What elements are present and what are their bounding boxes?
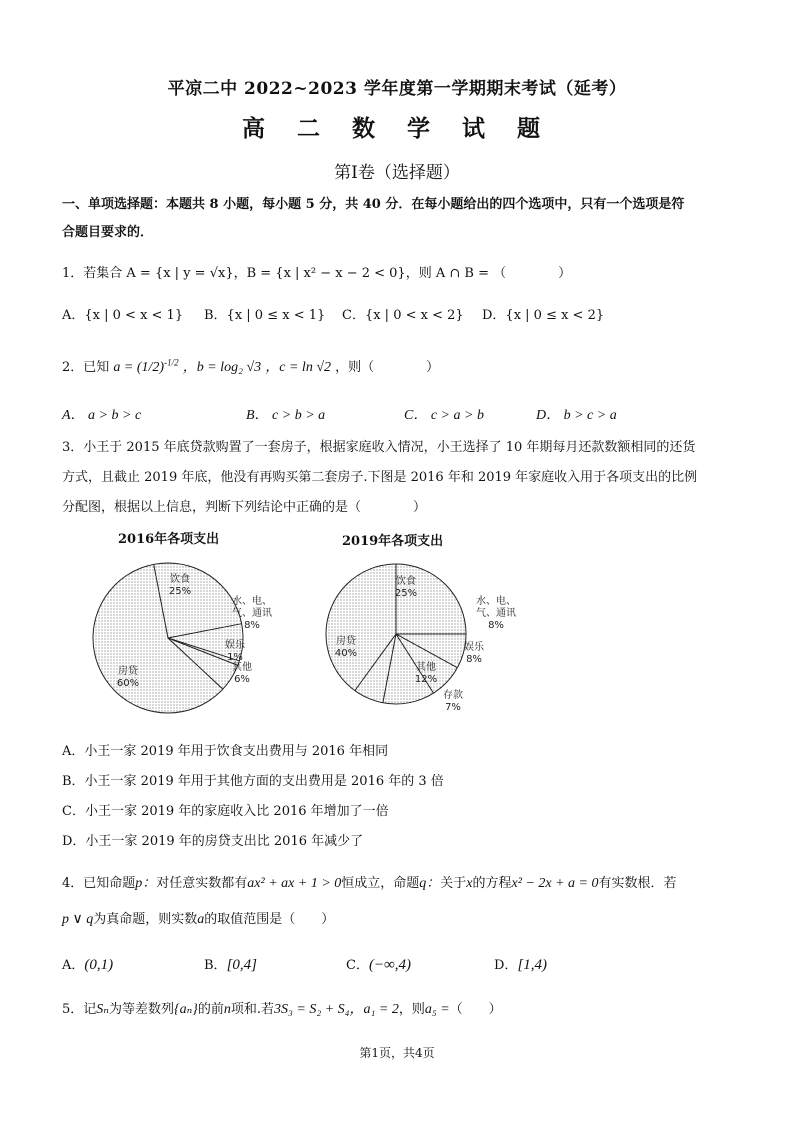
pie-label-6: 房贷 40% (334, 636, 358, 659)
pie-label-4: 其他 6% (232, 662, 252, 685)
subject-title: 高 二 数 学 试 题 (241, 115, 553, 142)
q4-part4: 关于 (440, 876, 467, 891)
q2-option-c[interactable]: C． c > a > b (404, 408, 484, 423)
pie-label-3: 娱乐 1% (225, 640, 245, 663)
q5-tail: （ ） (449, 1002, 502, 1017)
pie-label-1: 饮食 25% (168, 574, 192, 597)
chart-2019-title: 2019年各项支出 (342, 534, 444, 549)
q5-a5: a₅ = (424, 1002, 450, 1017)
q4-part3: 恒成立，命题 (341, 876, 420, 891)
q3-option-b[interactable]: B．小王一家 2019 年用于其他方面的支出费用是 2016 年的 3 倍 (62, 774, 444, 789)
q5-an: {aₙ} (173, 1002, 198, 1017)
q1-stem: 1．若集合 A = {x | y = √x}，B = {x | x² − x − 2 < 0}，则 A ∩ B = （ ） (62, 266, 572, 281)
pie-label-2: 水、电、气、通讯 8% (232, 596, 272, 631)
section-intro-line2: 合题目要求的． (62, 225, 154, 240)
q5-part4: 项和.若 (230, 1002, 275, 1017)
q4-option-d[interactable] (494, 954, 547, 974)
q1-option-d[interactable]: D．{x | 0 ≤ x < 2} (482, 308, 605, 323)
q5-part1: 5．记 (62, 1002, 97, 1017)
q5-cond: 3S₃ = S₂ + S₄，a₁ = 2 (274, 1002, 399, 1017)
q4-option-b-value: [0,4] (226, 957, 257, 973)
section-intro (62, 191, 738, 247)
q5-part2: 为等差数列 (108, 1002, 174, 1017)
q4-part5: 的方程 (472, 876, 512, 891)
q1-option-c[interactable]: C．{x | 0 < x < 2} (342, 308, 464, 323)
q2-a-exp: -1/2 (164, 357, 179, 368)
page-footer: 第1页，共4页 (359, 1046, 435, 1060)
q5-sn: Sₙ (96, 1002, 109, 1017)
q2-prefix: 2．已知 (62, 360, 110, 375)
q4-option-a[interactable] (62, 954, 113, 974)
q4-option-c-label: C． (346, 958, 369, 973)
q4-part1: 4．已知命题 (62, 876, 136, 891)
q5-stem (62, 998, 502, 1018)
q2-stem (62, 356, 439, 376)
q4-option-c[interactable] (346, 954, 411, 974)
q4-line2-text: 为真命题，则实数 (93, 912, 198, 927)
pie-label-1: 饮食 25% (394, 576, 418, 599)
q3-stem-line3: 分配图，根据以上信息，判断下列结论中正确的是（ ） (62, 500, 427, 515)
q3-option-a[interactable]: A．小王一家 2019 年用于饮食支出费用与 2016 年相同 (62, 744, 389, 759)
pie-label-2: 水、电、气、通讯 8% (476, 596, 516, 631)
q2-a-expr: a = (1/2) (113, 360, 165, 375)
exam-title: 平凉二中 2022~2023 学年度第一学期期末考试（延考） (167, 79, 627, 99)
q2-option-b[interactable]: B． c > b > a (246, 408, 326, 423)
q2-c-expr: ，c = ln √2 (265, 360, 331, 375)
q4-part2: 对任意实数都有 (156, 876, 248, 891)
q5-part3: 的前 (197, 1002, 224, 1017)
pie-chart-2019 (310, 548, 516, 728)
q4-line2-tail: 的取值范围是（ ） (204, 912, 335, 927)
q5-n: n (223, 1002, 231, 1017)
q2-option-d[interactable]: D． b > c > a (536, 408, 617, 423)
q3-option-c[interactable]: C．小王一家 2019 年的家庭收入比 2016 年增加了一倍 (62, 804, 389, 819)
q4-pvq: p ∨ q (62, 912, 94, 927)
q4-option-b[interactable] (204, 954, 257, 974)
section-intro-line1: 一、单项选择题：本题共 8 小题，每小题 5 分，共 40 分．在每小题给出的四个选项中，只有一个选项是符 (62, 197, 685, 212)
q1-option-a[interactable]: A．{x | 0 < x < 1} (62, 308, 184, 323)
pie-label-5: 存款 7% (443, 690, 463, 713)
part-title: 第Ⅰ卷（选择题） (334, 163, 460, 183)
q2-b-expr: ，b = log₂ √3 (182, 360, 262, 375)
q2-option-a[interactable]: A． a > b > c (62, 408, 142, 423)
q4-option-c-value: (−∞,4) (368, 957, 412, 973)
pie-label-5: 房贷 60% (116, 666, 140, 689)
q4-part6: 有实数根．若 (598, 876, 677, 891)
pie-label-4: 其他 12% (414, 662, 438, 685)
q3-stem-line1: 3．小王于 2015 年底贷款购置了一套房子，根据家庭收入情况，小王选择了 10 年期每月还款数额相同的还货 (62, 440, 696, 455)
q4-option-a-label: A． (62, 958, 85, 973)
q4-eq: x² − 2x + a = 0 (511, 876, 599, 891)
q3-option-d[interactable]: D．小王一家 2019 年的房贷支出比 2016 年减少了 (62, 834, 364, 849)
q2-suffix: ，则（ ） (335, 360, 440, 375)
q4-q: q： (419, 876, 441, 891)
q4-a: a (197, 912, 205, 927)
q4-x: x (466, 876, 473, 891)
chart-2016-title: 2016年各项支出 (118, 532, 220, 547)
q1-option-b[interactable]: B．{x | 0 ≤ x < 1} (204, 308, 326, 323)
q4-option-a-value: (0,1) (84, 957, 114, 973)
q4-stem-line1 (62, 872, 677, 892)
pie-label-3: 娱乐 8% (464, 642, 484, 665)
q4-option-d-label: D． (494, 958, 518, 973)
q4-p: p： (135, 876, 157, 891)
q3-stem-line2: 方式，且截止 2019 年底，他没有再购买第二套房子.下图是 2016 年和 2019 年家庭收入用于各项支出的比例 (62, 470, 698, 485)
q4-ineq: ax² + ax + 1 > 0 (247, 876, 342, 891)
q4-option-b-label: B． (204, 958, 227, 973)
q5-part5: ，则 (398, 1002, 425, 1017)
q4-stem-line2 (62, 908, 334, 928)
q4-option-d-value: [1,4) (517, 957, 548, 973)
